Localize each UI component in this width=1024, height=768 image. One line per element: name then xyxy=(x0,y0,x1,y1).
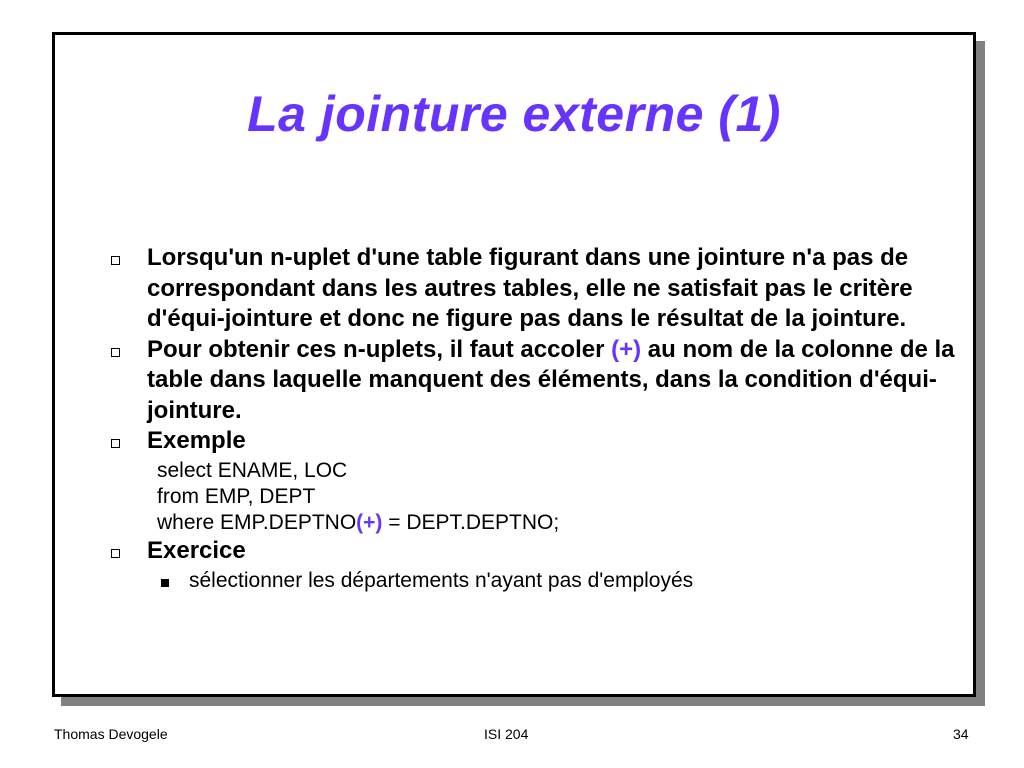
exercise-item xyxy=(111,568,961,594)
bullet-text: Lorsqu'un n-uplet d'une table figurant dans une jointure n'a pas de correspondant dans les autres tables, elle ne satisfait pas le critère d'équi-jointure et donc ne figure pas dans le résultat de la jointure. xyxy=(147,244,913,332)
exercise-text: sélectionner les départements n'ayant pas d'employés xyxy=(189,569,694,592)
sql-line xyxy=(157,510,961,536)
bullet-item-2 xyxy=(111,335,961,427)
hollow-square-bullet-icon xyxy=(111,256,120,265)
sql-line: select ENAME, LOC xyxy=(157,458,348,482)
sql-line: from EMP, DEPT xyxy=(157,484,316,508)
bullet-item-3 xyxy=(111,426,961,457)
outer-join-operator: (+) xyxy=(611,335,642,363)
slide-content xyxy=(111,243,961,594)
hollow-square-bullet-icon xyxy=(111,549,120,558)
footer-author: Thomas Devogele xyxy=(54,726,168,742)
sql-line-part: where EMP.DEPTNO xyxy=(157,510,357,534)
filled-square-bullet-icon xyxy=(161,579,169,587)
bullet-item-4 xyxy=(111,536,961,567)
footer-page-number: 34 xyxy=(953,726,969,742)
footer-course: ISI 204 xyxy=(484,726,529,742)
bullet-text: Exemple xyxy=(147,427,246,454)
slide-title: La jointure externe (1) xyxy=(247,86,781,142)
bullet-text: Exercice xyxy=(147,536,246,564)
bullet-item-1 xyxy=(111,243,961,335)
bullet-text-part: Pour obtenir ces n-uplets, il faut accoler xyxy=(147,335,612,363)
slide-frame xyxy=(52,32,976,697)
hollow-square-bullet-icon xyxy=(111,348,120,357)
bullet-text-part: au nom de la colonne de la table dans laquelle manquent des éléments, dans la condition d'équi-jointure. xyxy=(147,335,955,424)
hollow-square-bullet-icon xyxy=(111,439,120,448)
outer-join-operator: (+) xyxy=(356,510,383,534)
bullet-text xyxy=(147,335,961,427)
sql-example xyxy=(111,458,961,536)
sql-line-part: = DEPT.DEPTNO; xyxy=(382,510,560,534)
